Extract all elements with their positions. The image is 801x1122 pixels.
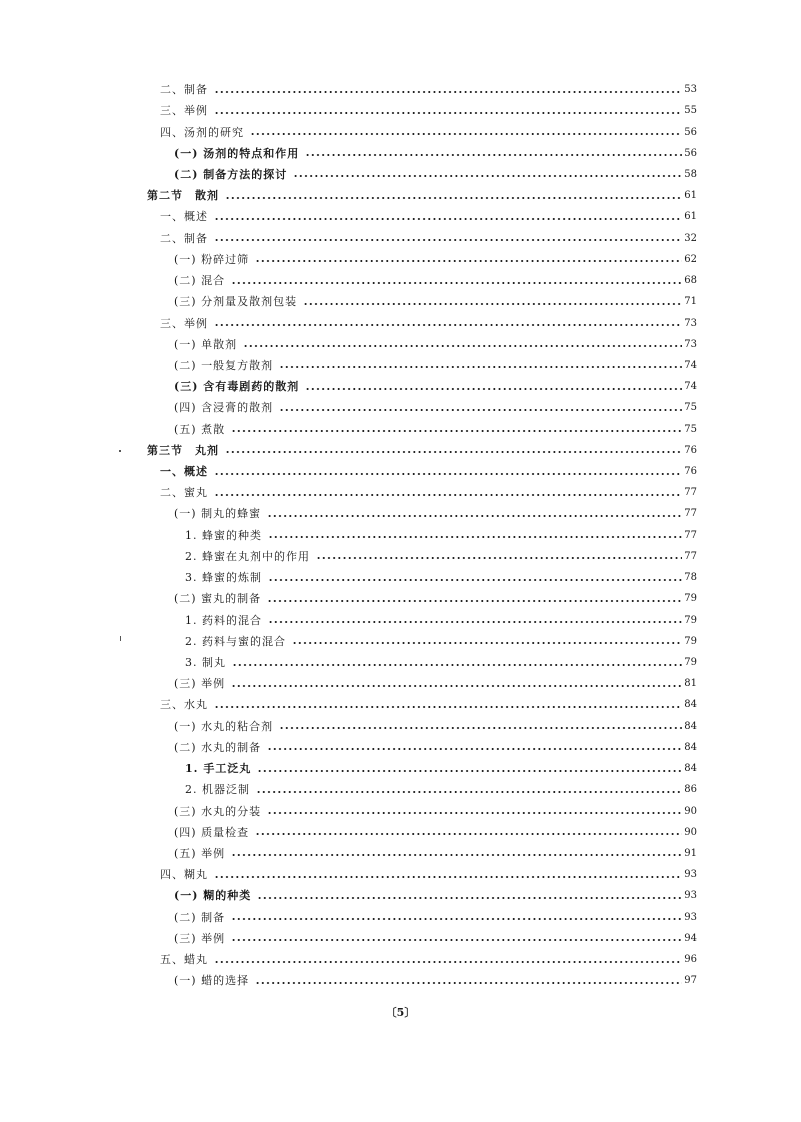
dot-leader [231, 939, 682, 941]
toc-entry-page: 84 [684, 720, 697, 732]
toc-entry-page: 32 [684, 232, 697, 244]
toc-entry-title: (一) 汤剂的特点和作用 [174, 146, 300, 160]
toc-entry-page: 90 [684, 805, 697, 817]
toc-entry[interactable] [0, 843, 801, 864]
dot-leader [257, 770, 682, 772]
toc-entry[interactable] [0, 800, 801, 821]
toc-entry[interactable] [0, 185, 801, 206]
toc-entry[interactable] [0, 525, 801, 546]
toc-entry-title: 五、蜡丸 [160, 953, 208, 967]
dot-leader [243, 345, 682, 347]
toc-entry[interactable] [0, 567, 801, 588]
dot-leader [231, 918, 682, 920]
dot-leader [267, 600, 682, 602]
dot-leader [225, 197, 682, 199]
toc-entry-page: 58 [684, 168, 697, 180]
toc-entry[interactable] [0, 737, 801, 758]
dot-leader [231, 430, 682, 432]
toc-entry-title: (一) 糊的种类 [174, 889, 252, 903]
toc-entry-title: (四) 质量检查 [174, 825, 250, 839]
dot-leader [214, 324, 682, 326]
toc-entry-title: (一) 制丸的蜂蜜 [174, 507, 262, 521]
toc-entry-title: 四、汤剂的研究 [160, 125, 244, 139]
dot-leader [292, 642, 682, 644]
toc-entry-title: 第三节 丸剂 [147, 443, 219, 457]
toc-entry-page: 81 [684, 678, 697, 690]
toc-entry-page: 77 [684, 487, 697, 499]
toc-entry-page: 84 [684, 699, 697, 711]
toc-entry-title: 2. 药料与蜜的混合 [185, 634, 286, 648]
toc-entry-title: 2. 蜂蜜在丸剂中的作用 [185, 549, 310, 563]
dot-leader [256, 791, 682, 793]
toc-entry-title: 第二节 散剂 [147, 189, 219, 203]
toc-entry[interactable] [0, 397, 801, 418]
dot-leader [267, 812, 682, 814]
toc-entry-title: (三) 举例 [174, 677, 226, 691]
dot-leader [268, 536, 682, 538]
toc-entry-page: 56 [684, 126, 697, 138]
toc-entry[interactable] [0, 546, 801, 567]
toc-entry-page: 96 [684, 954, 697, 966]
dot-leader [232, 664, 682, 666]
toc-entry-title: (五) 举例 [174, 846, 226, 860]
dot-leader [225, 451, 682, 453]
toc-entry-title: 四、糊丸 [160, 868, 208, 882]
toc-entry-page: 73 [684, 338, 697, 350]
toc-entry[interactable] [0, 822, 801, 843]
dot-leader [305, 388, 682, 390]
toc-entry-page: 53 [684, 84, 697, 96]
toc-entry[interactable] [0, 376, 801, 397]
dot-leader [279, 409, 682, 411]
toc-entry-page: 79 [684, 635, 697, 647]
toc-entry[interactable] [0, 143, 801, 164]
toc-entry-title: 三、水丸 [160, 698, 208, 712]
toc-entry-page: 93 [684, 911, 697, 923]
toc-entry[interactable] [0, 758, 801, 779]
toc-entry-title: 1. 药料的混合 [185, 613, 262, 627]
toc-entry[interactable] [0, 334, 801, 355]
dot-leader [279, 727, 682, 729]
toc-entry-page: 94 [684, 932, 697, 944]
toc-entry[interactable] [0, 79, 801, 100]
toc-entry-page: 61 [684, 190, 697, 202]
toc-entry-page: 74 [684, 359, 697, 371]
dot-leader [214, 473, 682, 475]
toc-entry-title: (一) 粉碎过筛 [174, 252, 250, 266]
toc-entry[interactable] [0, 482, 801, 503]
toc-entry[interactable] [0, 461, 801, 482]
toc-entry-page: 61 [684, 211, 697, 223]
toc-entry-page: 74 [684, 381, 697, 393]
toc-entry-title: (二) 蜜丸的制备 [174, 592, 262, 606]
toc-entry-title: (二) 制备方法的探讨 [174, 167, 288, 181]
dot-leader [214, 494, 682, 496]
toc-entry[interactable] [0, 716, 801, 737]
toc-entry-title: 2. 机器泛制 [185, 783, 250, 797]
toc-entry-page: 91 [684, 847, 697, 859]
dot-leader [279, 366, 682, 368]
toc-entry-page: 79 [684, 593, 697, 605]
toc-entry-title: 3. 制丸 [185, 656, 226, 670]
toc-entry-page: 78 [684, 572, 697, 584]
toc-entry-title: (三) 分剂量及散剂包装 [174, 295, 298, 309]
dot-leader [214, 218, 682, 220]
toc-entry[interactable] [0, 164, 801, 185]
toc-entry-title: (四) 含浸膏的散剂 [174, 401, 274, 415]
toc-entry-page: 56 [684, 147, 697, 159]
dot-leader [267, 515, 682, 517]
toc-entry[interactable] [0, 609, 801, 630]
toc-entry[interactable] [0, 355, 801, 376]
toc-entry-page: 77 [684, 529, 697, 541]
toc-entry-title: 三、举例 [160, 104, 208, 118]
dot-leader [257, 897, 682, 899]
toc-entry[interactable] [0, 928, 801, 949]
toc-entry[interactable] [0, 206, 801, 227]
toc-entry-title: 二、制备 [160, 231, 208, 245]
toc-entry-title: (二) 水丸的制备 [174, 740, 262, 754]
table-of-contents [0, 79, 801, 991]
dot-leader [231, 685, 682, 687]
toc-entry-title: (五) 煮散 [174, 422, 226, 436]
dot-leader [214, 112, 682, 114]
toc-entry-title: (三) 含有毒剧药的散剂 [174, 380, 300, 394]
toc-entry[interactable] [0, 249, 801, 270]
dot-leader [214, 706, 682, 708]
toc-entry-page: 77 [684, 508, 697, 520]
toc-entry-page: 84 [684, 741, 697, 753]
toc-entry-title: (三) 举例 [174, 931, 226, 945]
dot-leader [268, 579, 682, 581]
toc-entry[interactable] [0, 503, 801, 524]
toc-entry-page: 84 [684, 763, 697, 775]
toc-entry-page: 73 [684, 317, 697, 329]
toc-entry[interactable] [0, 652, 801, 673]
toc-entry-page: 79 [684, 614, 697, 626]
dot-leader [214, 239, 682, 241]
toc-entry-title: (三) 水丸的分装 [174, 804, 262, 818]
toc-entry-page: 77 [684, 550, 697, 562]
toc-entry[interactable] [0, 885, 801, 906]
dot-leader [267, 748, 682, 750]
toc-entry-page: 75 [684, 402, 697, 414]
toc-entry-page: 75 [684, 423, 697, 435]
toc-entry[interactable] [0, 949, 801, 970]
toc-entry-page: 62 [684, 253, 697, 265]
toc-entry-title: 三、举例 [160, 316, 208, 330]
toc-entry[interactable] [0, 121, 801, 142]
dot-leader [268, 621, 682, 623]
toc-entry-page: 93 [684, 890, 697, 902]
dot-leader [231, 282, 682, 284]
toc-entry[interactable] [0, 907, 801, 928]
toc-entry-title: 一、概述 [160, 465, 208, 479]
dot-leader [255, 833, 682, 835]
dot-leader [316, 557, 682, 559]
dot-leader [250, 133, 682, 135]
toc-entry[interactable] [0, 694, 801, 715]
toc-entry-page: 76 [684, 444, 697, 456]
toc-entry-page: 76 [684, 466, 697, 478]
toc-entry[interactable] [0, 779, 801, 800]
toc-entry[interactable] [0, 228, 801, 249]
dot-leader [305, 154, 682, 156]
toc-entry[interactable] [0, 588, 801, 609]
toc-entry[interactable] [0, 970, 801, 991]
toc-entry-title: (一) 蜡的选择 [174, 974, 250, 988]
toc-entry-title: (二) 一般复方散剂 [174, 358, 274, 372]
dot-leader [214, 91, 682, 93]
toc-entry-title: 二、制备 [160, 83, 208, 97]
toc-entry-title: 二、蜜丸 [160, 486, 208, 500]
toc-entry-title: 3. 蜂蜜的炼制 [185, 571, 262, 585]
toc-entry-title: 1. 手工泛丸 [185, 762, 252, 776]
toc-entry-page: 68 [684, 275, 697, 287]
toc-entry-page: 79 [684, 657, 697, 669]
page-number: 〔5〕 [385, 1006, 416, 1019]
dot-leader [214, 876, 682, 878]
toc-entry[interactable] [0, 270, 801, 291]
toc-entry-title: (一) 单散剂 [174, 337, 238, 351]
dot-leader [231, 854, 682, 856]
scan-speck [120, 636, 121, 641]
dot-leader [303, 303, 682, 305]
toc-entry-title: (二) 混合 [174, 274, 226, 288]
toc-entry[interactable] [0, 864, 801, 885]
dot-leader [293, 175, 682, 177]
toc-entry-title: 一、概述 [160, 210, 208, 224]
toc-entry-page: 90 [684, 826, 697, 838]
toc-entry-page: 97 [684, 975, 697, 987]
toc-entry-title: (二) 制备 [174, 910, 226, 924]
toc-entry[interactable] [0, 631, 801, 652]
toc-entry-page: 86 [684, 784, 697, 796]
toc-entry-title: (一) 水丸的粘合剂 [174, 719, 274, 733]
toc-entry[interactable] [0, 673, 801, 694]
toc-entry[interactable] [0, 312, 801, 333]
dot-leader [255, 260, 682, 262]
toc-entry[interactable] [0, 291, 801, 312]
toc-entry[interactable] [0, 100, 801, 121]
toc-entry-title: 1. 蜂蜜的种类 [185, 528, 262, 542]
toc-entry[interactable] [0, 419, 801, 440]
dot-leader [214, 961, 682, 963]
toc-entry-page: 71 [684, 296, 697, 308]
toc-entry-page: 55 [684, 105, 697, 117]
dot-leader [255, 982, 682, 984]
scan-speck [119, 450, 121, 452]
toc-entry-page: 93 [684, 869, 697, 881]
